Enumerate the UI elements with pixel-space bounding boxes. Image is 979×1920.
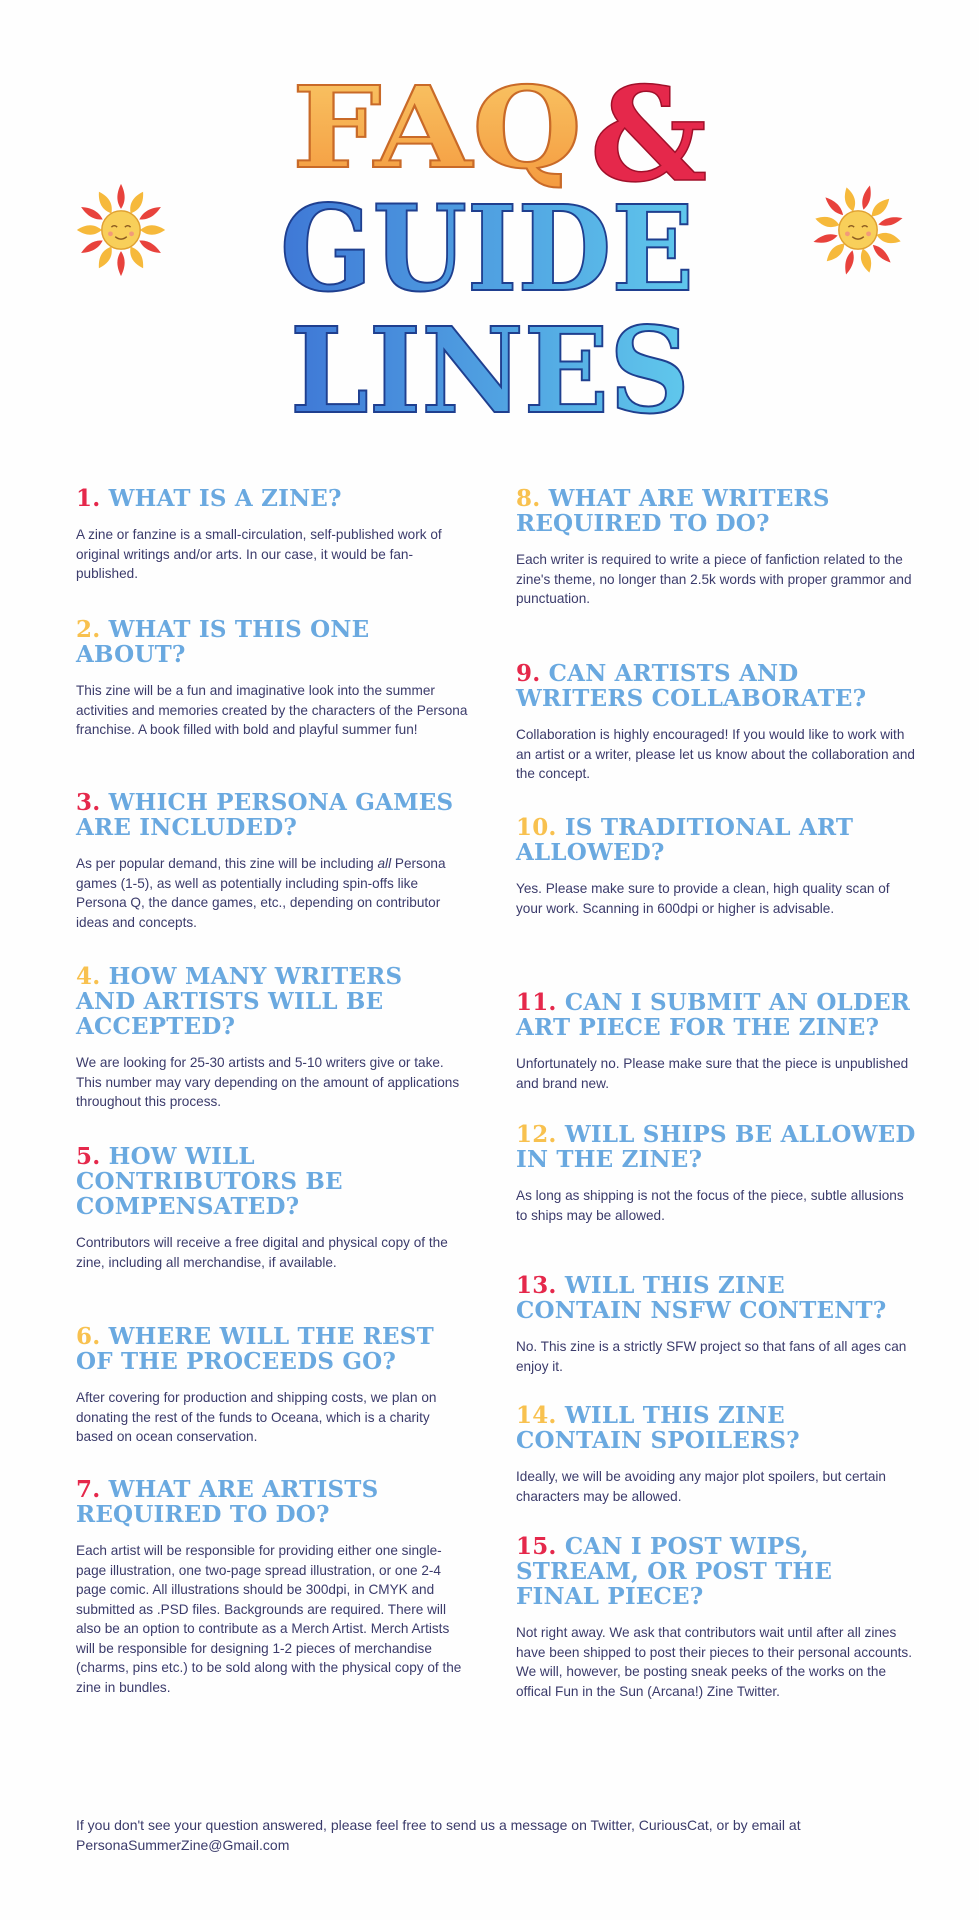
- faq-item: [516, 1403, 916, 1506]
- faq-question: 12. WILL SHIPS BE ALLOWED IN THE ZINE?: [516, 1121, 916, 1173]
- faq-question: 1. WHAT IS A ZINE?: [76, 485, 342, 512]
- faq-answer: Unfortunately no. Please make sure that the piece is unpublished and brand new.: [516, 1056, 909, 1091]
- footer-contact-note: If you don't see your question answered, please feel free to send us a message on Twitter, CuriousCat, or by email at PersonaSummerZine@Gmail.com: [76, 1817, 801, 1853]
- faq-answer: Each writer is required to write a piece of fanfiction related to the zine's theme, no longer than 2.5k words with proper grammor and punctuation.: [516, 552, 912, 606]
- faq-question: 9. CAN ARTISTS AND WRITERS COLLABORATE?: [516, 660, 867, 712]
- faq-item: [516, 1122, 916, 1225]
- faq-question: 3. WHICH PERSONA GAMES ARE INCLUDED?: [76, 789, 454, 841]
- faq-item: [516, 990, 916, 1093]
- faq-answer: Yes. Please make sure to provide a clean, high quality scan of your work. Scanning in 600dpi or higher is advisable.: [516, 881, 890, 916]
- faq-item: [76, 1477, 468, 1697]
- faq-item: [516, 815, 916, 918]
- faq-answer: As per popular demand, this zine will be including all Persona games (1-5), as well as potentially including spin-offs like Persona Q, the dance games, etc., depending on contributor ideas and concepts.: [76, 856, 446, 930]
- faq-question: 10. IS TRADITIONAL ART ALLOWED?: [516, 814, 854, 866]
- faq-question: 4. HOW MANY WRITERS AND ARTISTS WILL BE ACCEPTED?: [76, 963, 403, 1040]
- faq-item: [516, 1273, 916, 1376]
- page-title: [0, 62, 979, 432]
- title-ampersand: &: [590, 62, 708, 211]
- title-line-faq: FAQ: [292, 63, 582, 194]
- faq-answer: Ideally, we will be avoiding any major plot spoilers, but certain characters may be allowed.: [516, 1469, 886, 1504]
- faq-question: 15. CAN I POST WIPS, STREAM, OR POST THE FINAL PIECE?: [516, 1533, 833, 1610]
- faq-question: 2. WHAT IS THIS ONE ABOUT?: [76, 616, 370, 668]
- faq-question: 14. WILL THIS ZINE CONTAIN SPOILERS?: [516, 1402, 800, 1454]
- faq-question: 8. WHAT ARE WRITERS REQUIRED TO DO?: [516, 485, 830, 537]
- faq-answer: A zine or fanzine is a small-circulation, self-published work of original writings and/or arts. In our case, it would be fan-published.: [76, 527, 442, 581]
- faq-question: 13. WILL THIS ZINE CONTAIN NSFW CONTENT?: [516, 1272, 887, 1324]
- faq-answer: After covering for production and shipping costs, we plan on donating the rest of the funds to Oceana, which is a charity based on ocean conservation.: [76, 1390, 437, 1444]
- faq-item: [76, 1144, 468, 1272]
- faq-question: 6. WHERE WILL THE REST OF THE PROCEEDS GO?: [76, 1323, 434, 1375]
- faq-answer: This zine will be a fun and imaginative look into the summer activities and memories created by the characters of the Persona franchise. A book filled with bold and playful summer fun!: [76, 683, 468, 737]
- faq-item: [516, 1534, 916, 1701]
- faq-item: [516, 486, 916, 609]
- faq-question: 11. CAN I SUBMIT AN OLDER ART PIECE FOR THE ZINE?: [516, 989, 911, 1041]
- faq-item: [516, 661, 916, 784]
- faq-item: [76, 486, 468, 584]
- faq-item: [76, 1324, 468, 1447]
- faq-item: [76, 790, 468, 932]
- faq-answer: As long as shipping is not the focus of the piece, subtle allusions to ships may be allowed.: [516, 1188, 904, 1223]
- faq-item: [76, 617, 468, 740]
- faq-question: 5. HOW WILL CONTRIBUTORS BE COMPENSATED?: [76, 1143, 343, 1220]
- faq-answer: Not right away. We ask that contributors wait until after all zines have been shipped to post their pieces to their personal accounts. We will, however, be posting sneak peeks of the works on the offical Fun in the Sun (Arcana!) Zine Twitter.: [516, 1625, 912, 1699]
- faq-item: [76, 964, 468, 1112]
- faq-answer: No. This zine is a strictly SFW project so that fans of all ages can enjoy it.: [516, 1339, 907, 1374]
- faq-answer: Contributors will receive a free digital and physical copy of the zine, including all merchandise, if available.: [76, 1235, 448, 1270]
- faq-answer: Collaboration is highly encouraged! If you would like to work with an artist or a writer, please let us know about the collaboration and the concept.: [516, 727, 915, 781]
- faq-question: 7. WHAT ARE ARTISTS REQUIRED TO DO?: [76, 1476, 379, 1528]
- faq-answer: Each artist will be responsible for providing either one single-page illustration, one two-page spread illustration, or one 2-4 page comic. All illustrations should be 300dpi, in CMYK and submitted as .PSD files. Backgrounds are required. There will also be an option to contribute as a Merch Artist. Merch Artists will be responsible for designing 1-2 pieces of merchandise (charms, pins etc.) to be sold along with the physical copy of the zine in bundles.: [76, 1543, 462, 1695]
- faq-answer: We are looking for 25-30 artists and 5-10 writers give or take. This number may vary depending on the amount of applications throughout this process.: [76, 1055, 460, 1109]
- title-line-lines: LINES: [290, 301, 690, 432]
- title-line-guide: GUIDE: [280, 179, 694, 318]
